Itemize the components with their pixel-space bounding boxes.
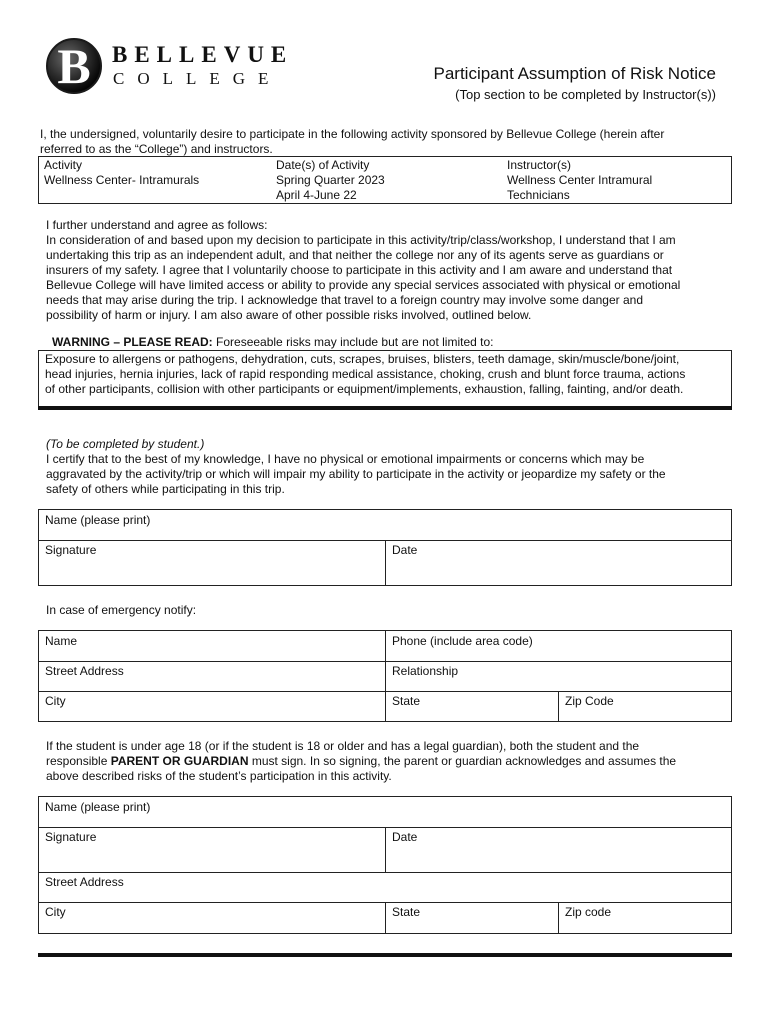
agreement-heading: I further understand and agree as follows: bbox=[46, 218, 268, 232]
guardian-name-field[interactable]: Name (please print) bbox=[45, 800, 151, 814]
logo-letter: B bbox=[57, 38, 91, 94]
instructors-header: Instructor(s) bbox=[507, 158, 572, 172]
intro-line-1: I, the undersigned, voluntarily desire to participate in the following activity sponsored by Bellevue College (herein after bbox=[40, 127, 665, 141]
emergency-table bbox=[38, 630, 732, 722]
emergency-zip-field[interactable]: Zip Code bbox=[565, 694, 614, 708]
logo-name: BELLEVUE bbox=[112, 42, 294, 67]
activity-value: Wellness Center- Intramurals bbox=[44, 173, 200, 187]
warning-line: of other participants, collision with other participants or equipment/implements, exhaustion, falling, fainting, and/or death. bbox=[45, 382, 684, 396]
warning-line: Exposure to allergens or pathogens, dehydration, cuts, scrapes, bruises, blisters, teeth damage, skin/muscle/bone/joint, bbox=[45, 352, 680, 366]
col-divider bbox=[385, 540, 386, 585]
dates-value-1: Spring Quarter 2023 bbox=[276, 173, 385, 187]
student-name-field[interactable]: Name (please print) bbox=[45, 513, 151, 527]
student-date-field[interactable]: Date bbox=[392, 543, 418, 557]
emergency-phone-field[interactable]: Phone (include area code) bbox=[392, 634, 533, 648]
guardian-signature-field[interactable]: Signature bbox=[45, 830, 97, 844]
warning-heading bbox=[52, 335, 494, 350]
activity-header: Activity bbox=[44, 158, 83, 172]
guardian-bold: PARENT OR GUARDIAN bbox=[110, 754, 249, 768]
warning-box bbox=[38, 350, 732, 410]
college-logo-seal bbox=[46, 38, 102, 94]
logo-subname: COLLEGE bbox=[113, 69, 282, 88]
emergency-relationship-field[interactable]: Relationship bbox=[392, 664, 459, 678]
row-divider bbox=[39, 872, 731, 873]
student-cert-line: safety of others while participating in this trip. bbox=[46, 482, 285, 496]
divider bbox=[38, 406, 732, 410]
dates-value-2: April 4-June 22 bbox=[276, 188, 357, 202]
col-divider bbox=[385, 631, 386, 721]
instructors-value-1: Wellness Center Intramural bbox=[507, 173, 653, 187]
student-signature-field[interactable]: Signature bbox=[45, 543, 97, 557]
page-title: Participant Assumption of Risk Notice bbox=[433, 64, 716, 83]
agreement-line: In consideration of and based upon my decision to participate in this activity/trip/class/workshop, I understand that I am bbox=[46, 233, 676, 247]
agreement-line: needs that may arise during the trip. I acknowledge that travel to a foreign country may involve some danger and bbox=[46, 293, 643, 307]
page-subtitle: (Top section to be completed by Instructor(s)) bbox=[455, 87, 716, 102]
emergency-state-field[interactable]: State bbox=[392, 694, 421, 708]
student-sign-table bbox=[38, 509, 732, 586]
agreement-line: possibility of harm or injury. I am also aware of other possible risks involved, outlined below. bbox=[46, 308, 532, 322]
guardian-line-2 bbox=[46, 754, 676, 769]
student-cert-line: aggravated by the activity/trip or which will impair my ability to participate in the activity or jeopardize my safety or the bbox=[46, 467, 666, 481]
warning-bold: WARNING – PLEASE READ: bbox=[52, 335, 213, 349]
instructors-value-2: Technicians bbox=[507, 188, 570, 202]
col-divider bbox=[385, 902, 386, 933]
intro-line-2: referred to as the “College”) and instructors. bbox=[40, 142, 273, 156]
emergency-name-field[interactable]: Name bbox=[45, 634, 78, 648]
guardian-sign-table bbox=[38, 796, 732, 934]
guardian-line-3: above described risks of the student’s participation in this activity. bbox=[46, 769, 392, 783]
agreement-line: insurers of my safety. I agree that I voluntarily choose to participate in this activity and I am aware and understand that bbox=[46, 263, 673, 277]
warning-line: head injuries, hernia injuries, lack of rapid responding medical assistance, choking, crush and blunt force trauma, actions bbox=[45, 367, 686, 381]
footer-divider bbox=[38, 953, 732, 957]
guardian-line-1: If the student is under age 18 (or if the student is 18 or older and has a legal guardian), both the student and the bbox=[46, 739, 640, 753]
guardian-date-field[interactable]: Date bbox=[392, 830, 418, 844]
dates-header: Date(s) of Activity bbox=[276, 158, 370, 172]
table-border bbox=[38, 157, 39, 203]
guardian-zip-field[interactable]: Zip code bbox=[565, 905, 612, 919]
guardian-line-2-pre: responsible bbox=[46, 754, 111, 768]
guardian-street-field[interactable]: Street Address bbox=[45, 875, 124, 889]
guardian-city-field[interactable]: City bbox=[45, 905, 66, 919]
emergency-heading: In case of emergency notify: bbox=[46, 603, 197, 617]
col-divider bbox=[385, 827, 386, 872]
col-divider bbox=[558, 691, 559, 721]
agreement-line: Bellevue College will have limited access or ability to provide any special services associated with physical or emotional bbox=[46, 278, 681, 292]
student-cert-line: I certify that to the best of my knowledge, I have no physical or emotional impairments or concerns which may be bbox=[46, 452, 645, 466]
activity-table bbox=[38, 156, 732, 204]
emergency-city-field[interactable]: City bbox=[45, 694, 66, 708]
agreement-line: undertaking this trip as an independent adult, and that neither the college nor any of its agents serve as guardians or bbox=[46, 248, 664, 262]
table-border bbox=[731, 157, 732, 203]
warning-rest: Foreseeable risks may include but are not limited to: bbox=[212, 335, 494, 349]
guardian-line-2-post: must sign. In so signing, the parent or guardian acknowledges and assumes the bbox=[248, 754, 677, 768]
student-heading: (To be completed by student.) bbox=[46, 437, 205, 451]
col-divider bbox=[558, 902, 559, 933]
emergency-street-field[interactable]: Street Address bbox=[45, 664, 124, 678]
guardian-state-field[interactable]: State bbox=[392, 905, 421, 919]
